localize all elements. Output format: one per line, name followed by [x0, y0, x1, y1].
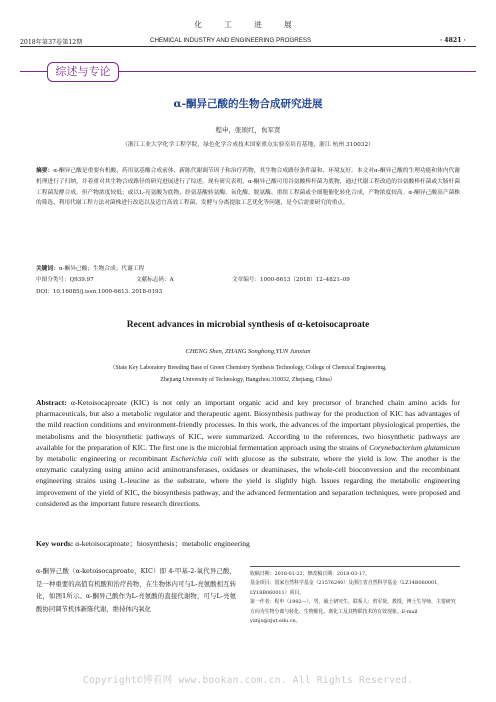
journal-name-cn: 化 工 进 展	[194, 20, 302, 29]
doi[interactable]: DOI：10.16085/j.issn.1000-6613. 2018-0193	[36, 289, 163, 295]
keywords-label-en: Key words:	[36, 539, 74, 548]
abstract-en-species2: Escherichia coli	[170, 454, 222, 464]
keywords-label-cn: 关键词：	[36, 266, 59, 272]
issue-info: 2018年第37卷第12期	[20, 39, 83, 46]
keywords-text-en: α-ketoisocaproate；biosynthesis；metabolic engineering	[73, 539, 250, 548]
abstract-en-part1: α-Ketoisocaproate (KIC) is not only an important organic acid and key precursor of branched chain amino acids for pharmaceuticals, but also a metabolic regulator and therapeutic agent. Biosynthesis pathway for the production of KIC has advantages of the mild reaction conditions and environment-friendly processes. In this work, the advances of the important physiological properties, the metabolisms and the biosynthetic pathways of KIC, were summarized. According to the references, two biosynthetic pathways are available for the preparation of KIC. The first one is the microbial fermentation approach using the strains of	[36, 398, 460, 452]
authors-cn: 程申，张颂红，贠军贤	[215, 126, 281, 134]
affiliation-en	[40, 362, 456, 386]
affiliation-en-line1: （State Key Laboratory Breeding Base of Green Chemistry Synthesis Technology, College of Chemical Engineering,	[109, 365, 387, 371]
footnote: 收稿日期：2018-01-22；修改稿日期：2018-03-17。 基金项目：国家自然科学基金（21576240）及浙江省自然科学基金（LZ14B060001，LY18B060011）项目。 第一作者：程申（1992—），男，硕士研究生。联系人：贠军贤，教授，博士生导师，主要研究方向为生物分离与转化、生物催化、离化工及其物联技术的有效现象。E-mail yunjx@zjut.edu.cn。	[250, 571, 456, 625]
abstract-cn	[36, 166, 460, 209]
authors-en: CHENG Shen, ZHANG Songhong,YUN Junxian	[185, 348, 311, 355]
abstract-en-part3: with glucose as the substrate, where the yield is low. The another is the enzymatic catalyzing using amino acid aminotransferases, oxidases or deaminases, the whole-cell bioconversion and the recombinant engineering strains using L-leucine as the substrate, where the yield is slightly high. Issues regarding the metabolic engineering improvement of the yield of KIC, the biosynthesis pathway, and the advanced fermentation and separation techniques, were proposed and considered as the important future research directions.	[36, 454, 461, 508]
article-number: 文章编号：1000-6613（2018）12–4821–09	[232, 277, 350, 283]
body-text-cn: α-酮异己酸（α-ketoisocaproate，KIC）即 4-甲基-2-氧代异己酸，是一种重要的高值有机酸和治疗药物，在生物体内可与L-亮氨酸相互转化，如图1所示。α-酮异己酸作为L-亮氨酸的直接代谢物，可与L-亮氨酸协同调节机体新陈代谢，维持体内氧化	[36, 567, 236, 613]
clc-number: 中图分类号：Q939.97	[36, 277, 94, 283]
abstract-en-part2: by metabolic engineering or recombinant	[36, 454, 171, 464]
page-number: · 4821 ·	[440, 37, 466, 44]
keywords-text-cn: α-酮异己酸；生物合成；代谢工程	[58, 266, 145, 272]
affiliation-cn: （浙江工业大学化学工程学院，绿色化学合成技术国家重点实验室培育基地，浙江 杭州 310032）	[122, 142, 374, 148]
journal-name-en: CHEMICAL INDUSTRY AND ENGINEERING PROGRESS	[150, 37, 312, 44]
section-badge: 综述与专论	[47, 62, 119, 82]
document-code: 文献标志码：A	[136, 277, 174, 283]
header-divider	[20, 46, 476, 47]
footnote-divider	[250, 566, 460, 567]
abstract-en-species1: Corynebacterium glutamicum	[369, 442, 460, 452]
abstract-label-en: Abstract:	[36, 398, 67, 407]
article-title-en: Recent advances in microbial synthesis of α-ketoisocaproate	[126, 320, 370, 330]
keywords-cn	[36, 263, 460, 272]
article-title-cn: α-酮异己酸的生物合成研究进展	[173, 98, 323, 110]
abstract-label-cn: 摘要：	[36, 168, 54, 174]
keywords-en	[36, 538, 460, 549]
abstract-en	[36, 397, 460, 509]
abstract-text-cn: α-酮异己酸是重要有机酸，药用氨基酸合成前体、新陈代谢调节因子和治疗药物，其生物合成路径条件温和、环境友好。本文对α-酮异己酸的生理功能和体内代谢机理进行了归纳，并着重对其生物合成路径的研究进展进行了综述。现有研究表明，α-酮异己酸可用谷氨酸棒杆菌为底物，通过代谢工程改造的谷氨酸棒杆菌或大肠杆菌工程菌发酵合成，但产物浓度较低；或以L-亮氨酸为底物，经氨基酸转氨酶、氧化酶、脱氨酶、重组工程菌或全细胞催化转化合成，产物浓度较高。α-酮异己酸高产菌株的筛选、利用代谢工程方法对菌株进行改造以及适宜高效工程菌、发酵与分离提取工艺优化等问题，是今后需要研究的重点。	[36, 168, 460, 207]
affiliation-en-line2: Zhejiang University of Technology, Hangzhou 310032, Zhejiang, China）	[160, 377, 336, 383]
copyright-watermark: Copyright©博看网 www.bookan.com.cn. All Rights Reserved.	[82, 675, 414, 686]
